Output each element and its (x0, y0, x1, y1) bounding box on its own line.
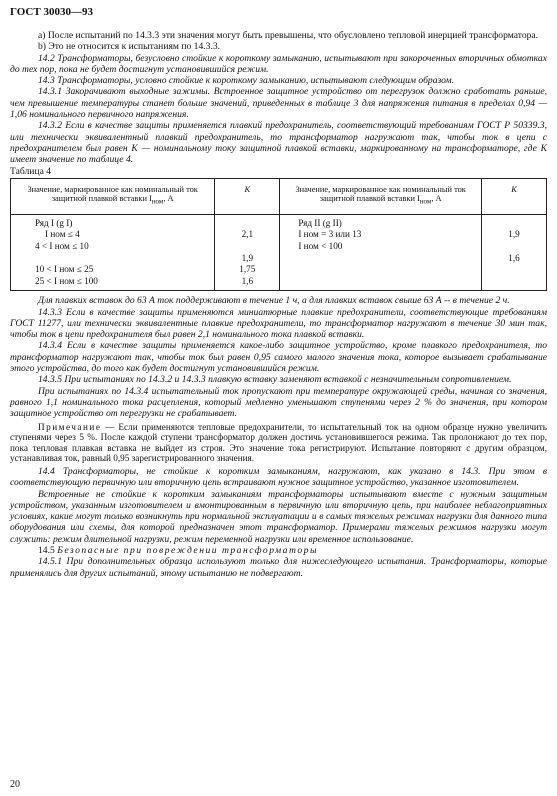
table-cell: 10 < I ном ≤ 25 (35, 264, 94, 275)
table-caption: Таблица 4 (10, 165, 52, 177)
table-cell: Ряд II (g II) (298, 217, 342, 228)
table-cell (485, 218, 543, 230)
note (10, 422, 547, 464)
note-text: — Если применяются тепловые предохранители, то испытательный ток на одном образце нужно увеличить ступенями через 5 %. После каждой ступени трансформатор должен достичь установившегося режима. Так пролонжают до тех пор, пока тепловая плавкая вставка не выйдет из строя. Это значение тока регистрируют. Испытание повторяют с другим образцом, устанавливая ток, равный 0,95 зарегистрированного значения. (10, 421, 547, 464)
table-cell: 1,6 (508, 252, 520, 263)
paragraph-14-4: 14.4 Трансформаторы, не стойкие к коротким замыканиям, нагружают, как указано в 14.3. При этом в соответствующую первичную или вторичную цепь встраивают нужное защитное устройство, указанное изготовителем. (10, 465, 547, 489)
table-left-values (11, 214, 215, 291)
table-right-k (482, 214, 547, 291)
table-cell (218, 241, 276, 253)
table-cell: 2,1 (241, 229, 254, 240)
paragraph-14-5-1: 14.5.1 При дополнительных образца используют только для нижеследующего испытания. Трансформаторы, которые применялись для других испытаний, этому испытанию не подвергают. (10, 556, 547, 579)
table-cell: 1,6 (241, 275, 254, 286)
paragraph-14-3-1: 14.3.1 Закорачивают выходные зажимы. Встроенное защитное устройство от перегрузок должно сработать раньше, чем превышение температуры станет больше значений, приведенных в таблице 3 для напряжения питания в пределах 0,94 — 1,06 номинального первичного напряжения. (10, 86, 547, 121)
table-cell: 25 < I ном ≤ 100 (35, 275, 98, 286)
document-body (10, 30, 547, 579)
paragraph-14-5: 14.5 Безопасные при повреждении трансформаторы (38, 545, 318, 556)
table-cell: 4 < I ном ≤ 10 (35, 240, 89, 251)
table-cell (485, 241, 543, 253)
table-cell: Ряд I (g I) (35, 217, 73, 228)
table-head-k-left: K (215, 178, 280, 214)
table-cell: I ном = 3 или 13 (298, 229, 362, 240)
page-number: 20 (10, 779, 20, 790)
table-cell: 1,9 (241, 252, 254, 263)
table-cell: 1,9 (508, 229, 520, 240)
table-head-k-right: K (482, 178, 547, 214)
table-head-left: Значение, маркированное как номинальный ток защитной плавкой вставки $I_{ном}$, А (11, 178, 215, 214)
paragraph-14-3-5-b: При испытаниях по 14.3.4 испытательный ток пропускают при температуре окружающей среды, начиная со значения, равного 1,1 номинального тока расцепления, который медленно уменьшают ступенями через 2 % до значения, при котором защитное устройство от перегрузки не срабатывает. (10, 385, 547, 420)
table-left-k (215, 214, 280, 291)
note-label: Примечание (38, 421, 102, 432)
paragraph-14-2: 14.2 Трансформаторы, безусловно стойкие к короткому замыканию, испытывают при закороченных вторичных обмотках до тех пор, пока не будет достигнут установившийся режим. (10, 52, 547, 75)
table-cell (35, 253, 211, 265)
paragraph-fuse-duration: Для плавких вставок до 63 А ток поддерживают в течение 1 ч, а для плавких вставок свыше 63 А -- в течение 2 ч. (38, 295, 510, 307)
paragraph-14-3: 14.3 Трансформаторы, условно стойкие к короткому замыканию, испытывают следующим образом. (38, 75, 455, 87)
paragraph-14-3-4: 14.3.4 Если в качестве защиты применяется какое-либо защитное устройство, кроме плавкого предохранителя, то трансформатор нагружают так, чтобы ток был равен 0,95 самого малого значения тока, которое вызывает срабатывание этого устройства, до того как будет достигнут установившийся режим. (10, 340, 547, 375)
paragraph-14-4-b: Встроенные не стойкие к коротким замыканиям трансформаторы испытывают вместе с нужным защитным устройством, указанным изготовителем и вмонтированным в первичную или вторичную цепь, при наиболее неблагоприятных условиях, какие могут только возникнуть при нормальной эксплуатации и в самых тяжелых режимах нагрузки для данного типа оборудования или схемы, для которой предназначен этот трансформатор. Примерами тяжелых режимов нагрузки могут служить: режим длительной нагрузки, режим переменной нагрузки или временное использование. (10, 488, 547, 545)
table-cell: I ном ≤ 4 (45, 229, 80, 240)
paragraph-b: b) Это не относится к испытаниям по 14.3.3. (38, 41, 221, 53)
paragraph-14-3-3: 14.3.3 Если в качестве защиты применяются миниатюрные плавкие предохранители, соответствующие требованиям ГОСТ 11277, или технически эквивалентные плавкие предохранители, то трансформатор нагружают в течение 30 мин так, чтобы ток в цепи предохранителя был равен 2,1 номинального тока плавкой вставки. (10, 306, 547, 341)
document-header: ГОСТ 30030—93 (10, 6, 93, 18)
paragraph-a: а) После испытаний по 14.3.3 эти значения могут быть превышены, что обусловлено тепловой инерцией трансформатора. (38, 30, 539, 41)
table-right-values (280, 214, 482, 291)
table-cell: I ном < 100 (298, 240, 343, 251)
table-cell (218, 218, 276, 230)
table-4 (10, 178, 547, 291)
section-title: Безопасные при повреждении трансформаторы (57, 545, 318, 556)
paragraph-14-3-2: 14.3.2 Если в качестве защиты применяется плавкий предохранитель, соответствующий требованиям ГОСТ Р 50339.3, или технически эквивалентный плавкий предохранитель, то трансформатор нагружают так, чтобы ток в цепи с предохранителем был равен K — номинальному току защитной плавкой вставки, маркированному на трансформаторе, где K имеет значение по таблице 4. (10, 120, 547, 166)
table-cell: 1,75 (239, 264, 256, 275)
paragraph-14-3-5: 14.3.5 При испытаниях по 14.3.2 и 14.3.3 плавкую вставку заменяют вставкой с незначительным сопротивлением. (38, 374, 512, 386)
table-head-right: Значение, маркированное как номинальный ток защитной плавкой вставки $I_{ном}$, А (280, 178, 482, 214)
